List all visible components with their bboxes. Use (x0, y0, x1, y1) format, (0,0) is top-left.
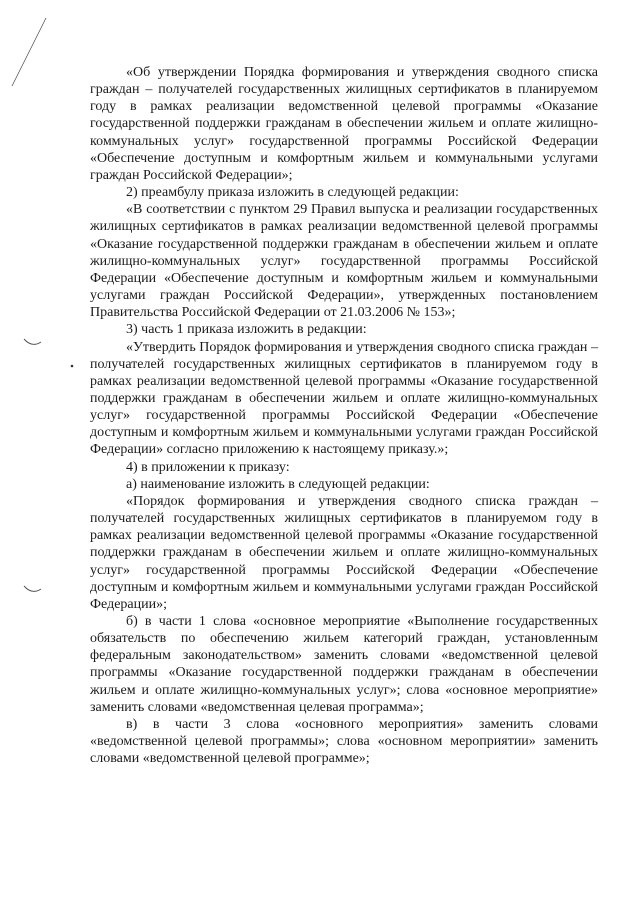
paragraph-item-4: 4) в приложении к приказу: (126, 459, 290, 475)
scan-dot-mark (68, 362, 76, 370)
paragraph-preamble: «В соответствии с пунктом 29 Правил выпуска и реализации государственных жилищных сертификатов в рамках реализации ведомственной целевой программы «Оказание государственной поддержки гражданам в обеспечении жильем и оплате жилищно-коммунальных услуг» государственной программы Российской Федерации «Обеспечение доступным и комфортным жильем и коммунальными услугами граждан Российской Федерации», утвержденных постановлением Правительства Российской Федерации от 21.03.2006 № 153»; (90, 202, 598, 321)
paragraph-item-4a: а) наименование изложить в следующей редакции: (126, 476, 430, 492)
paragraph-order-title: «Об утверждении Порядка формирования и утверждения сводного списка граждан – получателей государственных жилищных сертификатов в планируемом году в рамках реализации ведомственной целевой программы «Оказание государственной поддержки гражданам в обеспечении жильем и оплате жилищно-коммунальных услуг» государственной программы Российской Федерации «Обеспечение доступным и комфортным жильем и коммунальными услугами граждан Российской Федерации»; (90, 65, 598, 183)
paragraph-item-2: 2) преамбулу приказа изложить в следующей редакции: (126, 185, 459, 201)
paragraph-item-3: 3) часть 1 приказа изложить в редакции: (126, 322, 367, 338)
paragraph-procedure-title: «Порядок формирования и утверждения сводного списка граждан – получателей государственных жилищных сертификатов в планируемом году в рамках реализации ведомственной целевой программы «Оказание государственной поддержки гражданам в обеспечении жильем и оплате жилищно-коммунальных услуг» государственной программы Российской Федерации «Обеспечение доступным и комфортным жильем и коммунальными услугами граждан Российской Федерации»; (90, 493, 598, 612)
document-body (90, 64, 598, 767)
scan-hole-mark-lower (22, 583, 44, 597)
paragraph-part-1-text: «Утвердить Порядок формирования и утверждения сводного списка граждан – получателей государственных жилищных сертификатов в планируемом году в рамках реализации ведомственной целевой программы «Оказание государственной поддержки гражданам в обеспечении жильем и оплате жилищно-коммунальных услуг» государственной программы Российской Федерации «Обеспечение доступным и комфортным жильем и коммунальными услугами граждан Российской Федерации» согласно приложению к настоящему приказу.»; (90, 339, 598, 458)
scan-hole-mark-upper (22, 336, 44, 350)
scan-line-mark (0, 0, 60, 110)
paragraph-item-4b: б) в части 1 слова «основное мероприятие «Выполнение государственных обязательств по обеспечению жильем категорий граждан, установленным федеральным законодательством» заменить словами «ведомственной целевой программы «Оказание государственной поддержки гражданам в обеспечении жильем и оплате жилищно-коммунальных услуг»; слова «основное мероприятие» заменить словами «ведомственная целевая программа»; (90, 614, 598, 715)
paragraph-item-4c: в) в части 3 слова «основного мероприятия» заменить словами «ведомственной целевой программы»; слова «основном мероприятии» заменить словами «ведомственной целевой программе»; (90, 716, 598, 767)
